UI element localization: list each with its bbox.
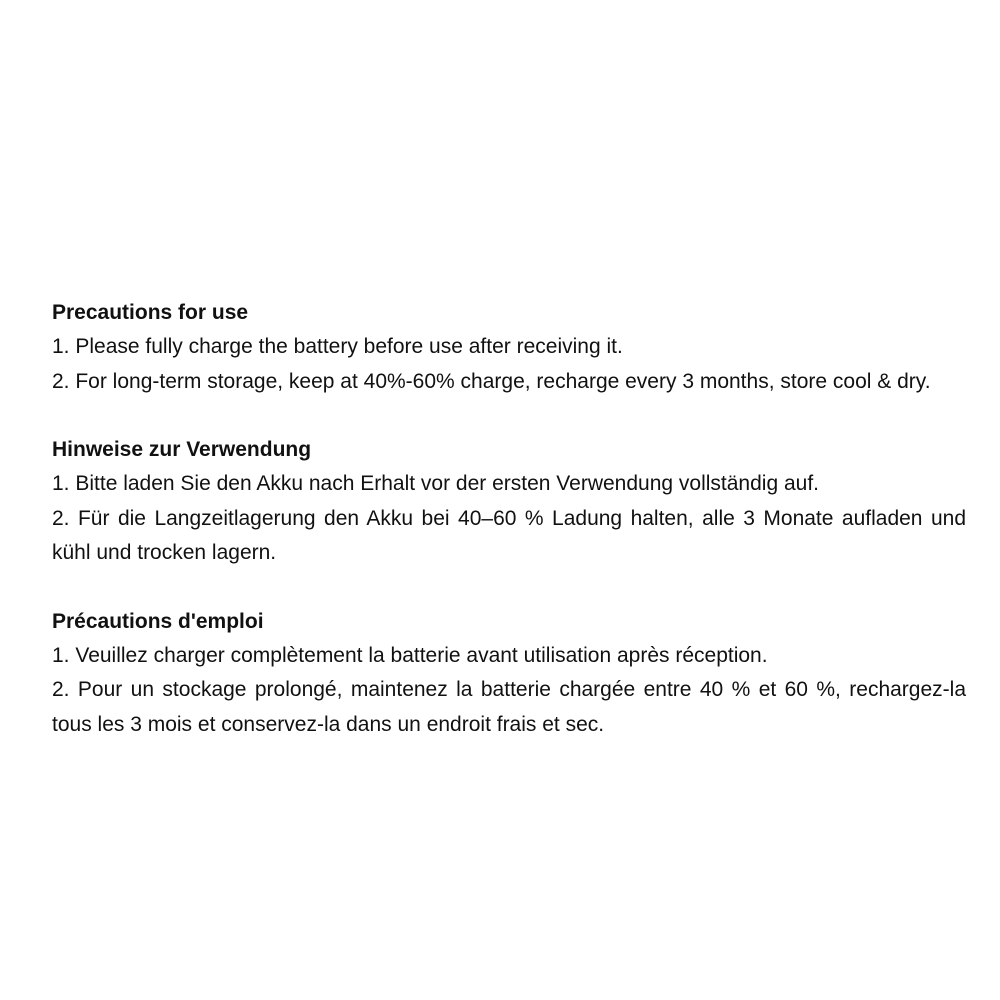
section-english [52,296,966,399]
list-item: 2. For long-term storage, keep at 40%-60% charge, recharge every 3 months, store cool & dry. [52,369,931,393]
section-french [52,605,966,743]
list-item: 2. Für die Langzeitlagerung den Akku bei 40–60 % Ladung halten, alle 3 Monate aufladen und kühl und trocken lagern. [52,506,966,564]
section-heading: Précautions d'emploi [52,609,264,633]
section-heading: Precautions for use [52,301,249,324]
section-german [52,433,966,571]
section-heading: Hinweise zur Verwendung [52,438,312,461]
list-item: 2. Pour un stockage prolongé, maintenez la batterie chargée entre 40 % et 60 %, rechargez-la tous les 3 mois et conservez-la dans un endroit frais et sec. [52,678,966,736]
list-item: 1. Please fully charge the battery before use after receiving it. [52,335,623,358]
precautions-content [52,296,966,776]
list-item: 1. Bitte laden Sie den Akku nach Erhalt vor der ersten Verwendung vollständig auf. [52,472,819,495]
list-item: 1. Veuillez charger complètement la batterie avant utilisation après réception. [52,643,768,667]
